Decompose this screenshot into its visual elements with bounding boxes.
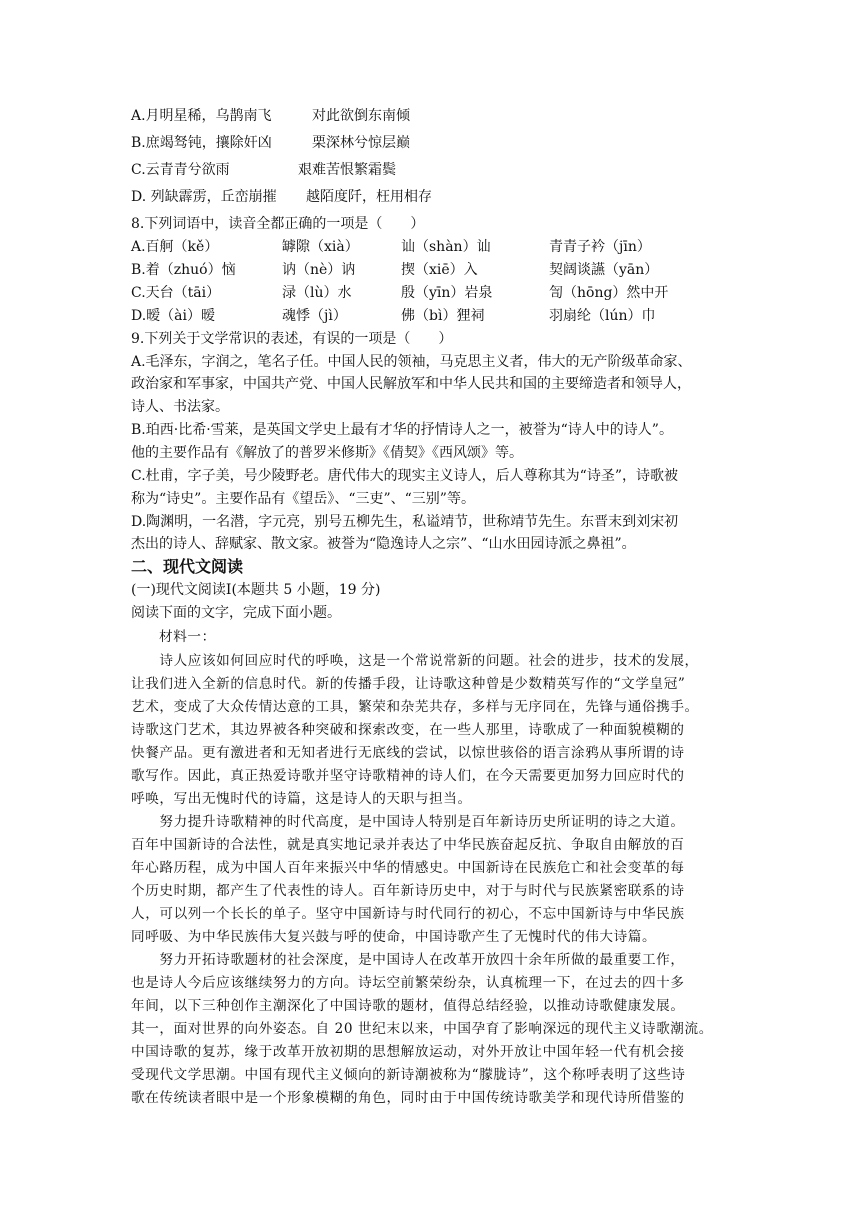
- q9-stem: 9.下列关于文学常识的表述，有误的一项是（ ）: [131, 331, 453, 347]
- q7-option-a: [131, 105, 731, 127]
- passage-line: 诗歌这门艺术，其边界被各种突破和探索改变，在一些人那里，诗歌成了一种面貌模糊的: [131, 722, 685, 738]
- passage-line: 快餐产品。更有激进者和无知者进行无底线的尝试，以惊世骇俗的语言涂鸦从事所谓的诗: [131, 745, 685, 761]
- q9-line: 他的主要作品有《解放了的普罗米修斯》《倩契》《西风颂》等。: [131, 445, 523, 461]
- section-title: 二、现代文阅读: [131, 557, 244, 576]
- q9-line: A.毛泽东，字润之，笔名子任。中国人民的领袖，马克思主义者，伟大的无产阶级革命家、: [131, 354, 692, 370]
- passage-line: 百年中国新诗的合法性，就是真实地记录并表达了中华民族奋起反抗、争取自由解放的百: [131, 837, 685, 853]
- q8-row-d: [131, 305, 731, 327]
- q8-c-4: 訇（hōng）然中开: [549, 285, 669, 301]
- passage-line: 呼唤，写出无愧时代的诗篇，这是诗人的天职与担当。: [131, 791, 472, 807]
- q7-option-d: [131, 186, 731, 208]
- q8-a-3: 讪（shàn）讪: [401, 239, 491, 255]
- q9-line: 诗人、书法家。: [131, 399, 229, 415]
- q8-a-2: 罅隙（xià）: [282, 239, 359, 255]
- q8-row-b: [131, 259, 731, 281]
- q7-option-d-left: D. 列缺霹雳，丘峦崩摧: [131, 189, 277, 205]
- q9-line: B.珀西·比希·雪莱，是英国文学史上最有才华的抒情诗人之一，被誉为“诗人中的诗人”。: [131, 422, 673, 438]
- passage-line: 歌在传统读者眼中是一个形象模糊的角色，同时由于中国传统诗歌美学和现代诗所借鉴的: [131, 1090, 685, 1106]
- q8-d-2: 魂悸（jì）: [282, 308, 347, 324]
- passage-line: 让我们进入全新的信息时代。新的传播手段，让诗歌这种曾是少数精英写作的“文学皇冠”: [131, 676, 686, 692]
- passage-line: 同呼吸、为中华民族伟大复兴鼓与呼的使命，中国诗歌产生了无愧时代的伟大诗篇。: [131, 929, 657, 945]
- q8-stem: 8.下列词语中，读音全都正确的一项是（ ）: [131, 216, 425, 232]
- passage-line: 努力提升诗歌精神的时代高度，是中国诗人特别是百年新诗历史所证明的诗之大道。: [131, 814, 685, 830]
- q9-line: C.杜甫，字子美，号少陵野老。唐代伟大的现实主义诗人，后人尊称其为“诗圣”，诗歌被: [131, 468, 678, 484]
- q8-d-3: 佛（bì）狸祠: [401, 308, 485, 324]
- passage-line: 个历史时期，都产生了代表性的诗人。百年新诗历史中，对于与时代与民族紧密联系的诗: [131, 883, 685, 899]
- passage-line: 努力开拓诗歌题材的社会深度，是中国诗人在改革开放四十余年所做的最重要工作，: [131, 952, 685, 968]
- material-label: 材料一：: [159, 629, 216, 645]
- q9-line: 政治家和军事家，中国共产党、中国人民解放军和中华人民共和国的主要缔造者和领导人，: [131, 376, 691, 392]
- passage-line: 人，可以列一个长长的单子。坚守中国新诗与时代同行的初心，不忘中国新诗与中华民族: [131, 906, 685, 922]
- q9-line: D.陶渊明，一名潜，字元亮，别号五柳先生，私谥靖节，世称靖节先生。东晋末到刘宋初: [131, 514, 679, 530]
- passage-line: 中国诗歌的复苏，缘于改革开放初期的思想解放运动，对外开放让中国年轻一代有机会接: [131, 1044, 685, 1060]
- q8-d-4: 羽扇纶（lún）巾: [549, 308, 656, 324]
- passage-line: 歌写作。因此，真正热爱诗歌并坚守诗歌精神的诗人们，在今天需要更加努力回应时代的: [131, 768, 685, 784]
- passage-line: 受现代文学思潮。中国有现代主义倾向的新诗潮被称为“朦胧诗”，这个称呼表明了这些诗: [131, 1067, 686, 1083]
- q7-option-b: [131, 132, 731, 154]
- section-instruction: 阅读下面的文字，完成下面小题。: [131, 605, 341, 621]
- q8-row-a: [131, 236, 731, 258]
- q9-line: 杰出的诗人、辞赋家、散文家。被誉为“隐逸诗人之宗”、“山水田园诗派之鼻祖”。: [131, 536, 636, 552]
- q8-b-4: 契阔谈讌（yān）: [549, 262, 659, 278]
- passage-line: 艺术，变成了大众传情达意的工具，繁荣和杂芜共存，多样与无序同在，先锋与通俗携手。: [131, 699, 699, 715]
- q7-option-d-right: 越陌度阡，枉用相存: [306, 189, 432, 205]
- passage-line: 也是诗人今后应该继续努力的方向。诗坛空前繁荣纷杂，认真梳理一下，在过去的四十多: [131, 975, 685, 991]
- q9-line: 称为“诗史”。主要作品有《望岳》、“三吏”、“三别”等。: [131, 491, 475, 507]
- q7-option-c: [131, 159, 731, 181]
- q8-c-3: 殷（yīn）岩泉: [401, 285, 493, 301]
- section-subtitle: (一)现代文阅读Ⅰ(本题共 5 小题，19 分): [131, 582, 381, 598]
- passage-line: 其一，面对世界的向外姿态。自 20 世纪末以来，中国孕育了影响深远的现代主义诗歌潮流。: [131, 1021, 713, 1037]
- q8-a-1: A.百舸（kě）: [131, 239, 219, 255]
- q7-option-b-left: B.庶竭驽钝，攘除奸凶: [131, 135, 272, 151]
- q8-b-2: 讷（nè）讷: [282, 262, 356, 278]
- q7-option-a-right: 对此欲倒东南倾: [312, 108, 410, 124]
- q8-row-c: [131, 282, 731, 304]
- passage-line: 年间，以下三种创作主潮深化了中国诗歌的题材，值得总结经验，以推动诗歌健康发展。: [131, 998, 685, 1014]
- q7-option-c-right: 艰难苦恨繁霜鬓: [298, 162, 396, 178]
- q8-d-1: D.暧（ài）暧: [131, 308, 215, 324]
- q8-c-1: C.天台（tāi）: [131, 285, 221, 301]
- passage-line: 诗人应该如何回应时代的呼唤，这是一个常说常新的问题。社会的进步，技术的发展，: [131, 653, 699, 669]
- q8-c-2: 渌（lù）水: [282, 285, 352, 301]
- q7-option-b-right: 栗深林兮惊层巅: [312, 135, 410, 151]
- q7-option-a-left: A.月明星稀，乌鹊南飞: [131, 108, 272, 124]
- q8-a-4: 青青子衿（jīn）: [549, 239, 651, 255]
- q8-b-3: 揳（xiē）入: [401, 262, 478, 278]
- passage-line: 年心路历程，成为中国人百年来振兴中华的情感史。中国新诗在民族危亡和社会变革的每: [131, 860, 685, 876]
- q8-b-1: B.着（zhuó）恼: [131, 262, 236, 278]
- q7-option-c-left: C.云青青兮欲雨: [131, 162, 230, 178]
